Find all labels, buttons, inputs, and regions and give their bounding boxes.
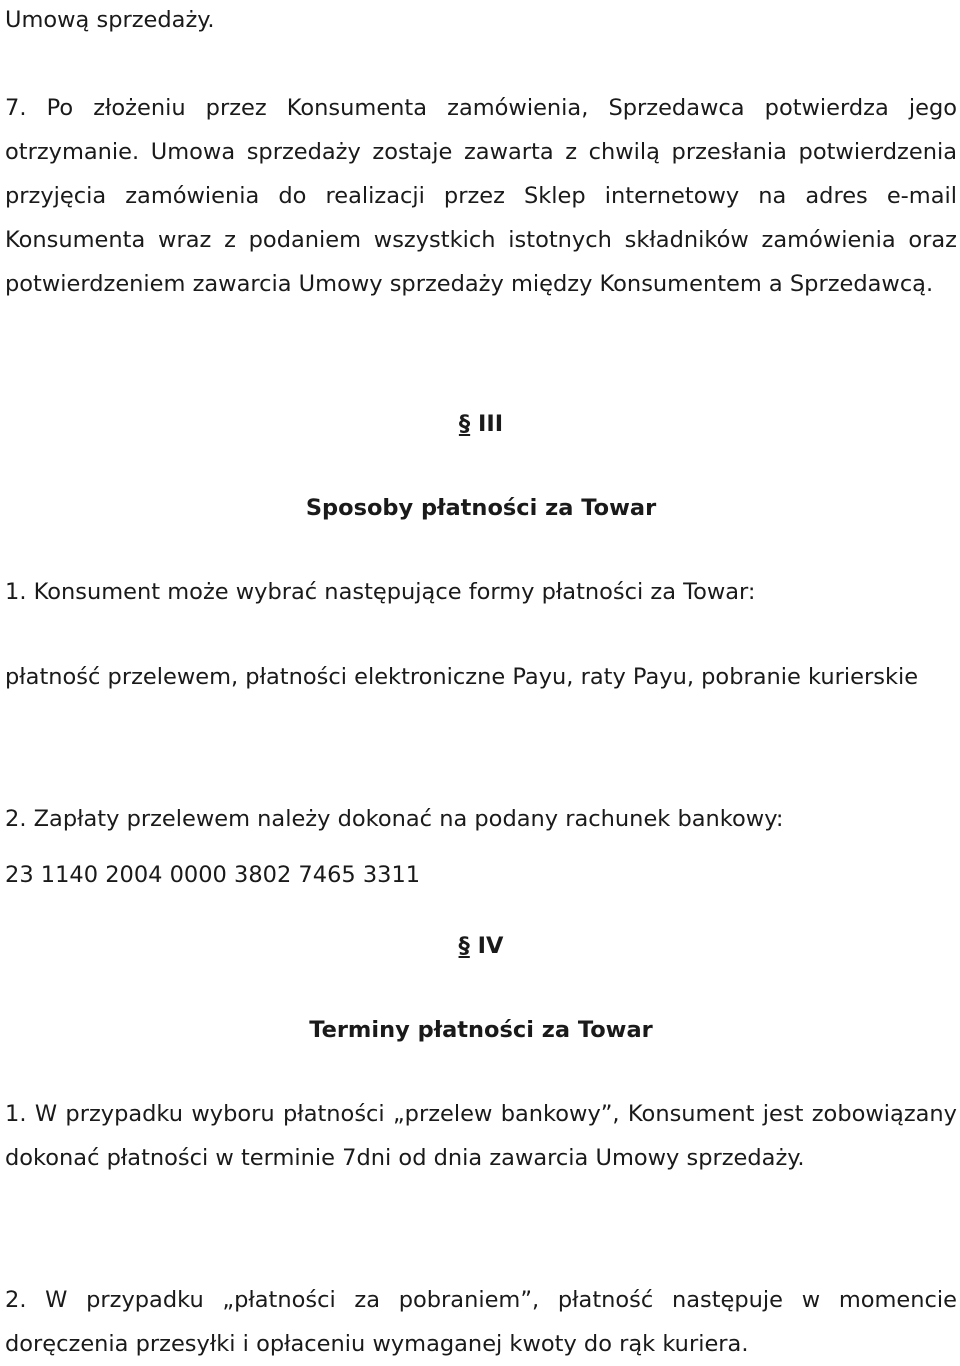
section-3-item-2: 2. Zapłaty przelewem należy dokonać na podany rachunek bankowy: <box>5 806 784 832</box>
section-number: III <box>477 411 504 437</box>
section-symbol: § <box>458 411 471 437</box>
section-4-item-2: 2. W przypadku „płatności za pobraniem”, płatność następuje w momencie doręczenia przesyłki i opłaceniu wymaganej kwoty do rąk kuriera. <box>5 1287 957 1357</box>
section-4-item-1: 1. W przypadku wyboru płatności „przelew bankowy”, Konsument jest zobowiązany dokonać płatności w terminie 7dni od dnia zawarcia Umowy sprzedaży. <box>5 1101 957 1171</box>
section-3-item-1: 1. Konsument może wybrać następujące formy płatności za Towar: <box>5 579 756 605</box>
section-3-heading-number <box>5 402 957 446</box>
paragraph-top-fragment: Umową sprzedaży. <box>5 7 215 33</box>
section-4-heading-number <box>5 924 957 968</box>
section-symbol: § <box>458 933 470 959</box>
section-3-title: Sposoby płatności za Towar <box>305 495 657 521</box>
paragraph-item-7: 7. Po złożeniu przez Konsumenta zamówienia, Sprzedawca potwierdza jego otrzymanie. Umowa sprzedaży zostaje zawarta z chwilą przesłania potwierdzenia przyjęcia zamówienia do realizacji przez Sklep internetowy na adres e-mail Konsumenta wraz z podaniem wszystkich istotnych składników zamówienia oraz potwierdzeniem zawarcia Umowy sprzedaży między Konsumentem a Sprzedawcą. <box>5 95 957 297</box>
section-4-title: Terminy płatności za Towar <box>309 1017 653 1043</box>
section-3-payment-methods: płatność przelewem, płatności elektroniczne Payu, raty Payu, pobranie kurierskie <box>5 664 919 690</box>
section-number: IV <box>477 933 504 959</box>
bank-account-number: 23 1140 2004 0000 3802 7465 3311 <box>5 862 421 888</box>
